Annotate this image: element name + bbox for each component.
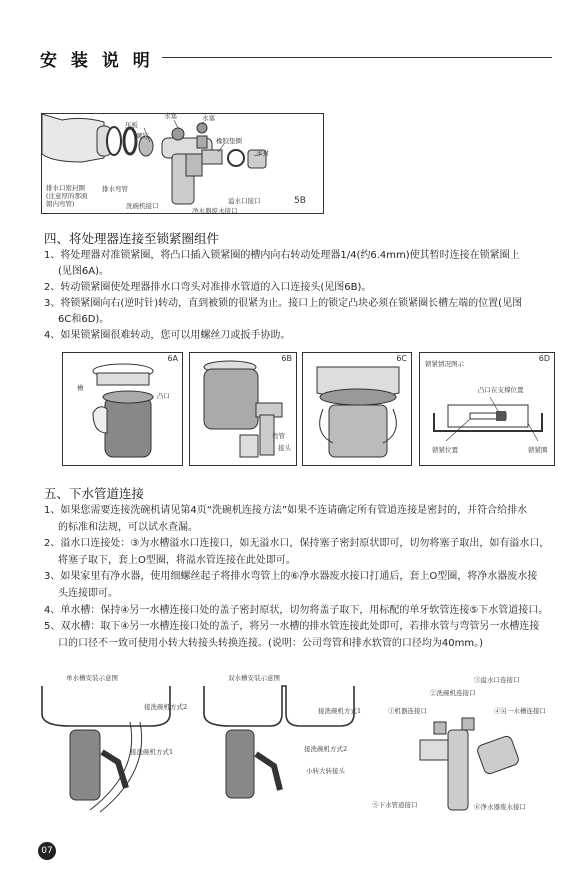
figure-tag-6a: 6A — [167, 354, 178, 363]
section-5-item-4: 4、单水槽：保持④另一水槽连接口处的盖子密封原状，切勿将盖子取下，用标配的单牙软管连接⑤下水管道接口。 — [44, 604, 549, 616]
section-5-item-3: 3、如果家里有净水器，使用细螺丝起子将排水弯管上的⑥净水器废水接口打通后，套上O型圈，将净水器废水接 头连接即可。 — [44, 571, 538, 599]
section-5-item-1: 1、如果您需要连接洗碗机请见第4页“洗碗机连接方法”如果不连请确定所有管道连接是密封的，并符合给排水 的标准和法规，可以试水查漏。 — [44, 505, 528, 533]
label-elbow: 弯管 — [272, 432, 285, 440]
section-4-item-4: 4、如果锁紧圈很难转动，您可以用螺丝刀或扳手协助。 — [44, 330, 291, 341]
label-double-dishwasher-method-2: 接洗碗机方式2 — [304, 745, 348, 753]
section-4-list — [44, 248, 564, 344]
section-4-item-3: 3、将锁紧圈向右(逆时针)转动，直到被锁的很紧为止。接口上的锁定凸块必须在锁紧圈长槽左端的位置(见图 6C和6D)。 — [44, 298, 523, 325]
section-5-item-5: 5、双水槽：取下④另一水槽连接口处的盖子，将另一水槽的排水管连接此处即可，若排水管与弯管另一水槽连接 口的口径不一致可使用小转大转接头转换连接。(说明：公司弯管和排水软管的口径均为40mm。) — [44, 621, 540, 649]
label-screw: 螺钉 — [136, 132, 149, 140]
label-double-dishwasher-method-1: 接洗碗机方式1 — [318, 707, 362, 715]
label-lock-position: 锁紧位置 — [432, 446, 458, 454]
figure-tag-6b: 6B — [281, 354, 292, 363]
label-tab: 凸口 — [157, 392, 170, 400]
section-5-heading: 五、下水管道连接 — [44, 486, 145, 501]
figure-6c — [302, 352, 412, 466]
figure-6a — [62, 352, 183, 466]
disposer-attach-drawing — [63, 353, 184, 467]
label-groove: 槽 — [77, 384, 84, 392]
label-port-2: ②洗碗机连接口 — [430, 689, 476, 697]
label-port-6: ⑥净水器废水接口 — [474, 803, 526, 811]
label-plug: 水塞 — [202, 114, 215, 122]
label-port-5: ⑤下水管道接口 — [372, 801, 418, 809]
lock-ring-turning-drawing — [303, 353, 413, 467]
double-sink-title: 双水槽安装示意图 — [228, 674, 280, 682]
section-5-list — [44, 503, 569, 652]
label-drain-seal: 排水口密封圈 (注意厚的那面 朝内弯管) — [46, 184, 88, 208]
label-purifier-port: 净水器废水接口 — [192, 207, 238, 215]
label-tab-position: 凸口在支撑位置 — [478, 386, 524, 394]
label-overflow-port: 溢水口接口 — [228, 197, 261, 205]
figure-tag-6c: 6C — [396, 354, 407, 363]
label-lock-status-title: 锁紧情况图示 — [425, 360, 464, 368]
page-title: 安 装 说 明 — [40, 51, 154, 71]
label-dishwasher-port: 洗碗机接口 — [126, 202, 159, 210]
label-water-seal: 水封 — [256, 149, 269, 157]
figure-6d — [419, 352, 555, 466]
figure-6b — [189, 352, 297, 466]
single-sink-title: 单水槽安装示意图 — [66, 674, 118, 682]
section-5-item-2: 2、溢水口连接处：③为水槽溢水口连接口，如无溢水口，保持塞子密封原状即可，切勿将塞子取出，如有溢水口， 将塞子取下，套上O型圈，将溢水管连接在此处即可。 — [44, 538, 550, 566]
title-divider — [162, 57, 552, 58]
section-4-item-2: 2、转动锁紧圈使处理器排水口弯头对准排水管道的入口连接头(见图6B)。 — [44, 282, 372, 293]
label-joint: 接头 — [278, 444, 291, 452]
label-lock-ring: 锁紧圈 — [528, 446, 548, 454]
label-port-1: ①机器连接口 — [388, 707, 427, 715]
label-pressure-plate: 压板 — [125, 121, 138, 129]
figure-5b — [41, 113, 324, 214]
label-rubber-ring: 橡胶垫圈 — [216, 137, 242, 145]
label-water-plug: 水塞 — [164, 112, 177, 120]
label-adapter: 小转大转接头 — [306, 767, 345, 775]
section-4-item-1: 1、将处理器对准锁紧圈，将凸口插入锁紧圈的槽内向右转动处理器1/4(约6.4mm)使其暂时连接在锁紧圈上 (见图6A)。 — [44, 250, 520, 277]
figure-tag-6d: 6D — [538, 354, 550, 363]
label-dishwasher-method-2: 接洗碗机方式2 — [144, 703, 188, 711]
page-number: 07 — [38, 842, 56, 860]
label-drain-elbow: 排水弯管 — [102, 185, 128, 193]
label-port-4: ④另一水槽连接口 — [494, 707, 546, 715]
label-port-3: ③溢水口连接口 — [474, 676, 520, 684]
figure-tag-5b: 5B — [294, 196, 306, 206]
label-dishwasher-method-1: 接洗碗机方式1 — [130, 748, 174, 756]
section-4-heading: 四、将处理器连接至锁紧圈组件 — [44, 231, 220, 246]
